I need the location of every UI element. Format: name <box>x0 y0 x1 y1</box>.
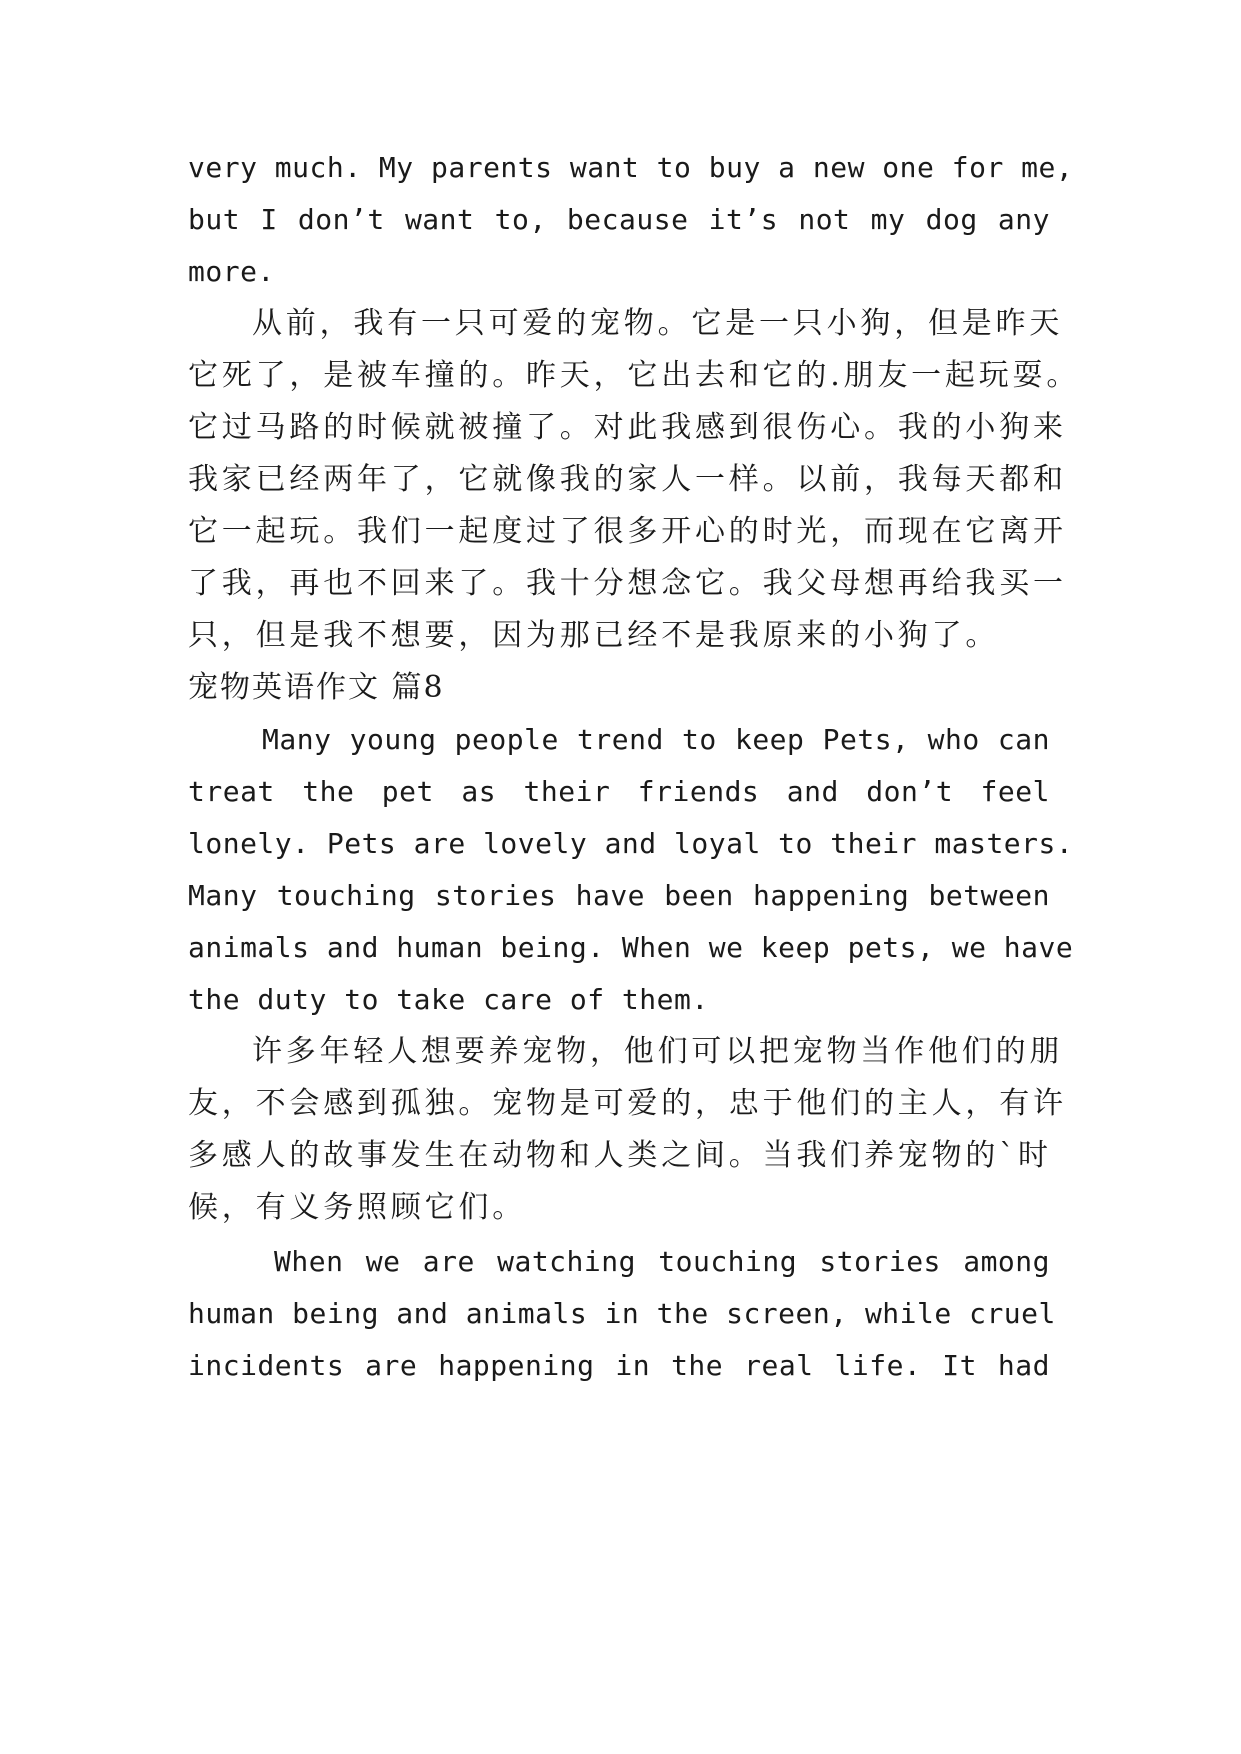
paragraph-line: but I don’t want to, because it’s not my dog any <box>188 203 1050 236</box>
paragraph-line: 它死了，是被车撞的。昨天，它出去和它的.朋友一起玩耍。 <box>188 358 1081 393</box>
paragraph-line: 它过马路的时候就被撞了。对此我感到很伤心。我的小狗来 <box>188 410 1067 445</box>
paragraph-line: 从前，我有一只可爱的宠物。它是一只小狗，但是昨天 <box>252 306 1064 341</box>
paragraph-line: 许多年轻人想要养宠物，他们可以把宠物当作他们的朋 <box>252 1034 1064 1069</box>
paragraph-line: 只，但是我不想要，因为那已经不是我原来的小狗了。 <box>188 618 1000 653</box>
paragraph-line: Many young people trend to keep Pets, who can <box>262 723 1050 756</box>
paragraph-line: 多感人的故事发生在动物和人类之间。当我们养宠物的`时 <box>188 1138 1052 1173</box>
paragraph-line: more. <box>188 255 275 288</box>
section-heading: 宠物英语作文 篇8 <box>188 670 445 705</box>
paragraph-line: lonely. Pets are lovely and loyal to their masters. <box>188 827 1074 860</box>
paragraph-line: When we are watching touching stories among <box>274 1245 1050 1278</box>
paragraph-line: 候，有义务照顾它们。 <box>188 1190 526 1225</box>
paragraph-line: human being and animals in the screen, while cruel <box>188 1297 1056 1330</box>
paragraph-line: Many touching stories have been happening between <box>188 879 1050 912</box>
paragraph-line: animals and human being. When we keep pets, we have <box>188 931 1074 964</box>
paragraph-line: treat the pet as their friends and don’t feel <box>188 775 1050 808</box>
paragraph-line: 它一起玩。我们一起度过了很多开心的时光，而现在它离开 <box>188 514 1067 549</box>
paragraph-line: the duty to take care of them. <box>188 983 709 1016</box>
paragraph-line: 我家已经两年了，它就像我的家人一样。以前，我每天都和 <box>188 462 1067 497</box>
paragraph-line: 友，不会感到孤独。宠物是可爱的，忠于他们的主人，有许 <box>188 1086 1067 1121</box>
paragraph-line: very much. My parents want to buy a new one for me, <box>188 151 1074 184</box>
paragraph-line: 了我，再也不回来了。我十分想念它。我父母想再给我买一 <box>188 566 1067 601</box>
paragraph-line: incidents are happening in the real life. It had <box>188 1349 1050 1382</box>
